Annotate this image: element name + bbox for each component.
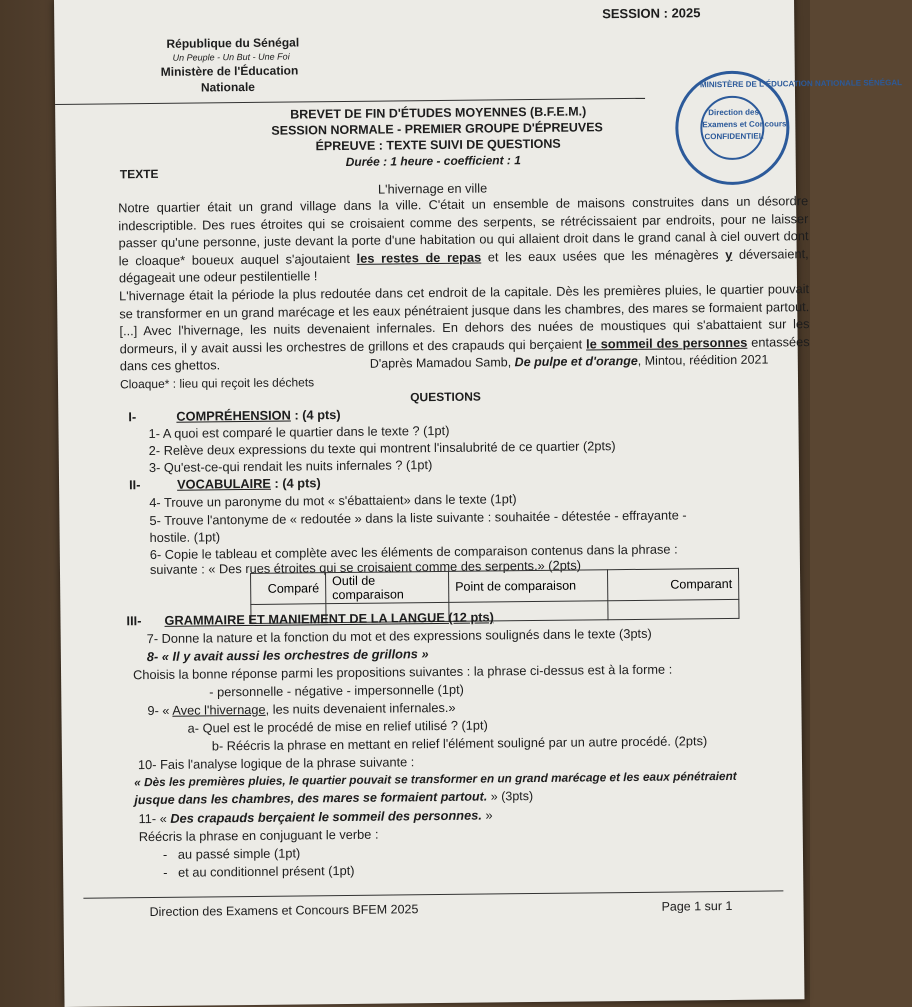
country-name: République du Sénégal: [166, 35, 300, 51]
section-2-num: II-: [129, 477, 141, 493]
question-6: 6- Copie le tableau et complète avec les éléments de comparaison contenus dans la phrase :: [149, 541, 678, 563]
stamp-line2: Examens et Concours: [702, 119, 787, 130]
q11-bullet2-text: et au conditionnel présent (1pt): [177, 862, 355, 880]
question-11-instruction: Réécris la phrase en conjuguant le verbe :: [138, 826, 379, 845]
question-10-line1: « Dès les premières pluies, le quartier pouvait se transformer en un grand marécage et les eaux pénétraient: [134, 768, 737, 790]
source-suffix: , Mintou, réédition 2021: [637, 352, 769, 368]
section-3-title: GRAMMAIRE ET MANIEMENT DE LA LANGUE (12 pts): [164, 609, 494, 628]
question-2: 2- Relève deux expressions du texte qui montrent l'insalubrité de ce quartier (2pts): [148, 438, 616, 459]
session-label: SESSION : 2025: [602, 5, 701, 22]
table-header-comparant: Comparant: [607, 568, 738, 600]
p1-y: y: [725, 246, 733, 262]
q11-bullet1-text: au passé simple (1pt): [177, 845, 301, 862]
section-1-title: [176, 407, 340, 424]
question-10: 10- Fais l'analyse logique de la phrase suivante :: [137, 754, 415, 773]
question-5: 5- Trouve l'antonyme de « redoutée » dans la liste suivante : souhaitée - détestée - effrayante -: [149, 507, 687, 529]
footnote: Cloaque* : lieu qui reçoit les déchets: [119, 375, 315, 392]
ministry-line2: Nationale: [200, 79, 256, 95]
table-header-compare: Comparé: [251, 573, 326, 605]
question-8: 8- « Il y avait aussi les orchestres de grillons »: [146, 646, 429, 665]
motto: Un Peuple - Un But - Une Foi: [172, 51, 290, 63]
question-4: 4- Trouve un paronyme du mot « s'ébattaient» dans le texte (1pt): [149, 491, 517, 511]
stamp-line1: Direction des: [708, 107, 759, 118]
footer-left: Direction des Examens et Concours BFEM 2025: [149, 902, 419, 920]
confidential-stamp: [675, 70, 903, 185]
questions-heading: QUESTIONS: [410, 389, 481, 405]
p2-text: L'hivernage était la période la plus redoutée dans cet endroit de la capitale. Dès les premières pluies, le quartier pouvait se transformer en un grand marécage et les eaux pénétraient jusque dans les chambres, des mares se formaient partout. [...] Avec l'hivernage, les nuits devenaient infernales. En dehors des nuées de moustiques qui s'abattaient sur les dormeurs, il y avait aussi les orchestres de grillons et des crapauds qui berçaient: [119, 281, 810, 357]
question-5-cont: hostile. (1pt): [149, 529, 221, 546]
table-header-row: [251, 568, 739, 604]
section-1-num: I-: [128, 409, 137, 425]
texte-title: L'hivernage en ville: [377, 180, 488, 197]
table-header-point: Point de comparaison: [449, 570, 608, 603]
question-8-instruction: Choisis la bonne réponse parmi les propositions suivantes : la phrase ci-dessus est à la forme :: [132, 661, 673, 683]
source-prefix: D'après Mamadou Samb,: [369, 355, 515, 371]
question-11: [138, 807, 492, 826]
q9-suffix: , les nuits devenaient infernales.»: [265, 699, 456, 717]
texte-label: TEXTE: [119, 166, 159, 182]
s1-pts: : (4 pts): [290, 407, 341, 423]
q11-prefix: 11- «: [138, 810, 171, 827]
p2-end: entassées dans ces ghettos.: [119, 333, 810, 374]
section-2-title: [177, 475, 321, 492]
q10-pts: » (3pts): [487, 789, 534, 804]
q10-line2-text: jusque dans les chambres, des mares se formaient partout.: [134, 789, 488, 808]
table-header-outil: Outil de comparaison: [326, 571, 449, 603]
footer-rule: [83, 890, 783, 898]
q11-quote: Des crapauds berçaient le sommeil des personnes.: [170, 807, 482, 826]
p1-end: déversaient, dégageait une odeur pestilentielle !: [118, 245, 809, 286]
ministry-line1: Ministère de l'Éducation: [160, 63, 299, 79]
footer-page: Page 1 sur 1: [661, 898, 733, 914]
duree: Durée : 1 heure - coefficient : 1: [345, 153, 521, 169]
p1-mid: et les eaux usées que les ménagères: [481, 246, 726, 265]
source-title: De pulpe et d'orange: [514, 353, 638, 370]
stamp-outer-text: MINISTÈRE DE L'ÉDUCATION NATIONALE SÉNÉGAL: [699, 78, 903, 90]
question-3: 3- Qu'est-ce-qui rendait les nuits infernales ? (1pt): [148, 457, 433, 476]
s1-title-text: COMPRÉHENSION: [176, 407, 291, 424]
question-6-cont: suivante : « Des rues étroites qui se croisaient comme des serpents.» (2pts): [149, 557, 582, 578]
p1-underlined: les restes de repas: [356, 249, 482, 266]
p1-text: Notre quartier était un grand village dans la ville. C'était un ensemble de maisons construites dans un désordre indescriptible. Des rues étroites qui se croisaient comme des serpents, se rétrécissaient par endroits, pour ne laisser passer qu'une personne, juste devant la porte d'une habitation ou qui allaient droit dans le grand canal à ciel ouvert dont le cloaque* boueux auquel s'ajoutaient: [118, 193, 809, 269]
exam-paper: [54, 0, 903, 1007]
question-11-bullet1: - au passé simple (1pt): [162, 845, 301, 862]
q11-suffix: »: [481, 807, 493, 823]
question-9b: b- Réécris la phrase en mettant en relief l'élément souligné par un autre procédé. (2pts): [211, 733, 708, 754]
question-9: [147, 700, 455, 718]
q9-underlined: Avec l'hivernage: [172, 701, 266, 718]
paragraph-1: [118, 192, 809, 287]
s2-title-text: VOCABULAIRE: [176, 475, 272, 492]
question-1: 1- A quoi est comparé le quartier dans le texte ? (1pt): [148, 422, 450, 442]
session-type: SESSION NORMALE - PREMIER GROUPE D'ÉPREUVES: [271, 120, 603, 138]
question-7: 7- Donne la nature et la fonction du mot et des expressions soulignés dans le texte (3pts): [146, 625, 652, 647]
exam-title: BREVET DE FIN D'ÉTUDES MOYENNES (B.F.E.M.): [290, 104, 587, 122]
question-11-bullet2: - et au conditionnel présent (1pt): [163, 862, 355, 880]
question-10-line2: [134, 789, 533, 807]
epreuve-title: ÉPREUVE : TEXTE SUIVI DE QUESTIONS: [315, 136, 561, 154]
question-8-options: - personnelle - négative - impersonnelle (1pt): [209, 681, 464, 700]
stamp-line3: CONFIDENTIEL: [704, 131, 764, 142]
p2-underlined: le sommeil des personnes: [586, 334, 748, 352]
section-3-num: III-: [126, 613, 142, 629]
table-cell: [608, 599, 739, 619]
question-9a: a- Quel est le procédé de mise en relief utilisé ? (1pt): [187, 717, 488, 736]
q9-prefix: 9- «: [147, 702, 173, 719]
s2-pts: : (4 pts): [270, 475, 321, 491]
